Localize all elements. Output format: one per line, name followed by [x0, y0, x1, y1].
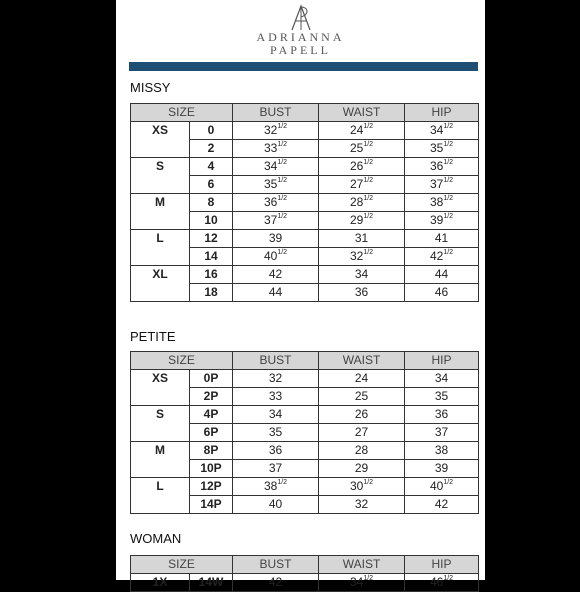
- bust-cell: [233, 388, 319, 406]
- waist-cell-value: 28: [354, 443, 369, 457]
- bust-cell: [233, 442, 319, 460]
- header-hip: HIP: [405, 556, 479, 574]
- size-letter: S: [131, 158, 190, 176]
- hip-cell-fraction: 1/2: [443, 159, 454, 166]
- brand-name-line2: PAPELL: [270, 43, 331, 57]
- size-letter: M: [131, 194, 190, 212]
- hip-cell: [405, 122, 479, 140]
- hip-cell: [405, 370, 479, 388]
- bust-cell-value: 35: [268, 425, 283, 439]
- size-letter: [131, 284, 190, 302]
- size-letter: L: [131, 478, 190, 496]
- bust-cell: [233, 158, 319, 176]
- waist-cell-value: 29: [349, 213, 364, 227]
- waist-cell-fraction: 1/2: [363, 159, 374, 166]
- hip-cell: [405, 140, 479, 158]
- size-number: 12P: [190, 478, 233, 496]
- bust-cell: [233, 140, 319, 158]
- bust-cell: [233, 424, 319, 442]
- bust-cell-value: 32: [263, 123, 278, 137]
- bust-cell-value: 37: [263, 213, 278, 227]
- table-row: [131, 122, 479, 140]
- hip-cell: [405, 158, 479, 176]
- bust-cell-value: 35: [263, 177, 278, 191]
- bust-cell: [233, 406, 319, 424]
- table-row: [131, 248, 479, 266]
- waist-cell: [319, 266, 405, 284]
- hip-cell: [405, 212, 479, 230]
- size-letter: [131, 212, 190, 230]
- size-letter: [131, 140, 190, 158]
- size-letter: L: [131, 230, 190, 248]
- header-waist: WAIST: [319, 352, 405, 370]
- waist-cell-value: 30: [349, 479, 364, 493]
- size-number: 12: [190, 230, 233, 248]
- hip-cell: [405, 574, 479, 592]
- table-row: [131, 406, 479, 424]
- hip-cell-value: 44: [434, 267, 449, 281]
- hip-cell-value: 37: [429, 177, 444, 191]
- table-row: [131, 442, 479, 460]
- hip-cell-fraction: 1/2: [443, 213, 454, 220]
- size-letter: [131, 388, 190, 406]
- table-row: [131, 266, 479, 284]
- waist-cell-fraction: 1/2: [363, 213, 374, 220]
- hip-cell: [405, 442, 479, 460]
- waist-cell: [319, 460, 405, 478]
- bust-cell: [233, 284, 319, 302]
- waist-cell-fraction: 1/2: [363, 575, 374, 582]
- hip-cell-value: 42: [429, 249, 444, 263]
- hip-cell-value: 38: [429, 195, 444, 209]
- hip-cell-value: 41: [434, 231, 449, 245]
- bust-cell: [233, 122, 319, 140]
- size-chart-page: [116, 0, 485, 589]
- waist-cell: [319, 496, 405, 514]
- waist-cell: [319, 388, 405, 406]
- size-number: 10: [190, 212, 233, 230]
- size-table-woman: [130, 555, 479, 592]
- header-row: [131, 104, 479, 122]
- size-letter: M: [131, 442, 190, 460]
- table-row: [131, 496, 479, 514]
- waist-cell-value: 25: [349, 141, 364, 155]
- hip-cell-value: 40: [429, 479, 444, 493]
- table-row: [131, 388, 479, 406]
- waist-cell: [319, 212, 405, 230]
- header-divider-bar: [129, 62, 478, 71]
- size-number: 6: [190, 176, 233, 194]
- table-row: [131, 284, 479, 302]
- hip-cell-value: 36: [434, 407, 449, 421]
- waist-cell: [319, 442, 405, 460]
- waist-cell: [319, 176, 405, 194]
- table-row: [131, 460, 479, 478]
- bust-cell: [233, 574, 319, 592]
- hip-cell: [405, 284, 479, 302]
- bust-cell: [233, 176, 319, 194]
- size-letter: XS: [131, 122, 190, 140]
- bust-cell: [233, 478, 319, 496]
- size-letter: XL: [131, 266, 190, 284]
- bust-cell: [233, 266, 319, 284]
- bust-cell: [233, 212, 319, 230]
- size-number: 8P: [190, 442, 233, 460]
- bust-cell-value: 39: [268, 231, 283, 245]
- hip-cell-fraction: 1/2: [443, 249, 454, 256]
- bust-cell-fraction: 1/2: [277, 479, 288, 486]
- header-size: SIZE: [131, 104, 233, 122]
- header-hip: HIP: [405, 104, 479, 122]
- hip-cell-value: 35: [434, 389, 449, 403]
- hip-cell-fraction: 1/2: [443, 141, 454, 148]
- waist-cell: [319, 248, 405, 266]
- brand-name-line1: ADRIANNA: [256, 30, 345, 44]
- hip-cell-fraction: 1/2: [443, 123, 454, 130]
- size-letter: [131, 496, 190, 514]
- size-letter: [131, 248, 190, 266]
- bust-cell-value: 34: [268, 407, 283, 421]
- header-row: [131, 556, 479, 574]
- size-number: 14P: [190, 496, 233, 514]
- hip-cell-value: 38: [434, 443, 449, 457]
- size-letter: [131, 176, 190, 194]
- header-waist: WAIST: [319, 104, 405, 122]
- size-number: 16: [190, 266, 233, 284]
- hip-cell: [405, 460, 479, 478]
- header-hip: HIP: [405, 352, 479, 370]
- waist-cell: [319, 370, 405, 388]
- waist-cell: [319, 406, 405, 424]
- bust-cell: [233, 248, 319, 266]
- bust-cell-fraction: 1/2: [277, 177, 288, 184]
- hip-cell-value: 36: [429, 159, 444, 173]
- waist-cell: [319, 284, 405, 302]
- bust-cell-fraction: 1/2: [277, 141, 288, 148]
- waist-cell: [319, 424, 405, 442]
- size-number: 0P: [190, 370, 233, 388]
- bust-cell-value: 36: [268, 443, 283, 457]
- hip-cell-value: 46: [429, 575, 444, 589]
- size-number: 2: [190, 140, 233, 158]
- bust-cell-value: 37: [268, 461, 283, 475]
- waist-cell-value: 27: [349, 177, 364, 191]
- hip-cell-value: 34: [434, 371, 449, 385]
- hip-cell: [405, 388, 479, 406]
- hip-cell: [405, 424, 479, 442]
- bust-cell-value: 42: [268, 267, 283, 281]
- size-number: 2P: [190, 388, 233, 406]
- waist-cell-fraction: 1/2: [363, 195, 374, 202]
- bust-cell-value: 38: [263, 479, 278, 493]
- size-number: 10P: [190, 460, 233, 478]
- header-size: SIZE: [131, 556, 233, 574]
- table-row: [131, 478, 479, 496]
- waist-cell-fraction: 1/2: [363, 123, 374, 130]
- waist-cell-value: 24: [354, 371, 369, 385]
- size-number: 14W: [190, 574, 233, 592]
- waist-cell-value: 28: [349, 195, 364, 209]
- bust-cell-fraction: 1/2: [277, 249, 288, 256]
- hip-cell: [405, 266, 479, 284]
- size-table-petite: [130, 351, 479, 514]
- hip-cell: [405, 406, 479, 424]
- header-row: [131, 352, 479, 370]
- waist-cell-value: 29: [354, 461, 369, 475]
- header-bust: BUST: [233, 352, 319, 370]
- waist-cell-value: 31: [354, 231, 369, 245]
- header-size: SIZE: [131, 352, 233, 370]
- size-number: 14: [190, 248, 233, 266]
- hip-cell-fraction: 1/2: [443, 195, 454, 202]
- size-letter: S: [131, 406, 190, 424]
- bust-cell-fraction: 1/2: [277, 123, 288, 130]
- waist-cell: [319, 140, 405, 158]
- hip-cell-value: 35: [429, 141, 444, 155]
- hip-cell: [405, 230, 479, 248]
- table-row: [131, 176, 479, 194]
- waist-cell: [319, 230, 405, 248]
- bust-cell-fraction: 1/2: [277, 195, 288, 202]
- header-bust: BUST: [233, 556, 319, 574]
- bust-cell-value: 40: [268, 497, 283, 511]
- waist-cell-fraction: 1/2: [363, 177, 374, 184]
- table-row: [131, 140, 479, 158]
- section-title-woman: WOMAN: [130, 531, 182, 546]
- hip-cell-fraction: 1/2: [443, 479, 454, 486]
- header-bust: BUST: [233, 104, 319, 122]
- size-number: 8: [190, 194, 233, 212]
- waist-cell-value: 34: [354, 267, 369, 281]
- table-row: [131, 230, 479, 248]
- size-letter: XS: [131, 370, 190, 388]
- bust-cell: [233, 496, 319, 514]
- bust-cell: [233, 230, 319, 248]
- hip-cell-value: 39: [434, 461, 449, 475]
- waist-cell-value: 32: [354, 497, 369, 511]
- waist-cell-value: 26: [349, 159, 364, 173]
- bust-cell-value: 34: [263, 159, 278, 173]
- waist-cell-value: 34: [349, 575, 364, 589]
- table-row: [131, 574, 479, 592]
- waist-cell-value: 25: [354, 389, 369, 403]
- waist-cell-fraction: 1/2: [363, 479, 374, 486]
- table-row: [131, 424, 479, 442]
- size-letter: [131, 424, 190, 442]
- waist-cell: [319, 122, 405, 140]
- waist-cell: [319, 478, 405, 496]
- waist-cell-fraction: 1/2: [363, 249, 374, 256]
- bust-cell-value: 44: [268, 285, 283, 299]
- hip-cell-value: 39: [429, 213, 444, 227]
- hip-cell: [405, 496, 479, 514]
- size-number: 18: [190, 284, 233, 302]
- bust-cell-value: 36: [263, 195, 278, 209]
- hip-cell: [405, 478, 479, 496]
- hip-cell-value: 37: [434, 425, 449, 439]
- waist-cell-value: 32: [349, 249, 364, 263]
- hip-cell: [405, 176, 479, 194]
- hip-cell: [405, 194, 479, 212]
- waist-cell-value: 36: [354, 285, 369, 299]
- section-title-missy: MISSY: [130, 80, 171, 95]
- waist-cell-value: 24: [349, 123, 364, 137]
- size-number: 6P: [190, 424, 233, 442]
- size-number: 4: [190, 158, 233, 176]
- waist-cell-value: 27: [354, 425, 369, 439]
- bust-cell-fraction: 1/2: [277, 159, 288, 166]
- waist-cell-fraction: 1/2: [363, 141, 374, 148]
- bust-cell: [233, 370, 319, 388]
- hip-cell-fraction: 1/2: [443, 575, 454, 582]
- waist-cell: [319, 158, 405, 176]
- hip-cell-fraction: 1/2: [443, 177, 454, 184]
- hip-cell-value: 34: [429, 123, 444, 137]
- table-row: [131, 370, 479, 388]
- size-letter: 1X: [131, 574, 190, 592]
- bust-cell-value: 33: [263, 141, 278, 155]
- waist-cell: [319, 194, 405, 212]
- bust-cell-value: 40: [263, 249, 278, 263]
- bust-cell: [233, 194, 319, 212]
- size-table-missy: [130, 103, 479, 302]
- section-title-petite: PETITE: [130, 329, 176, 344]
- brand-logo-icon: [116, 2, 485, 32]
- bust-cell-value: 42: [268, 575, 283, 589]
- size-number: 0: [190, 122, 233, 140]
- waist-cell: [319, 574, 405, 592]
- hip-cell-value: 42: [434, 497, 449, 511]
- bust-cell-value: 32: [268, 371, 283, 385]
- size-letter: [131, 460, 190, 478]
- table-row: [131, 158, 479, 176]
- hip-cell: [405, 248, 479, 266]
- waist-cell-value: 26: [354, 407, 369, 421]
- size-number: 4P: [190, 406, 233, 424]
- table-row: [131, 194, 479, 212]
- header-waist: WAIST: [319, 556, 405, 574]
- bust-cell: [233, 460, 319, 478]
- bust-cell-fraction: 1/2: [277, 213, 288, 220]
- bust-cell-value: 33: [268, 389, 283, 403]
- hip-cell-value: 46: [434, 285, 449, 299]
- table-row: [131, 212, 479, 230]
